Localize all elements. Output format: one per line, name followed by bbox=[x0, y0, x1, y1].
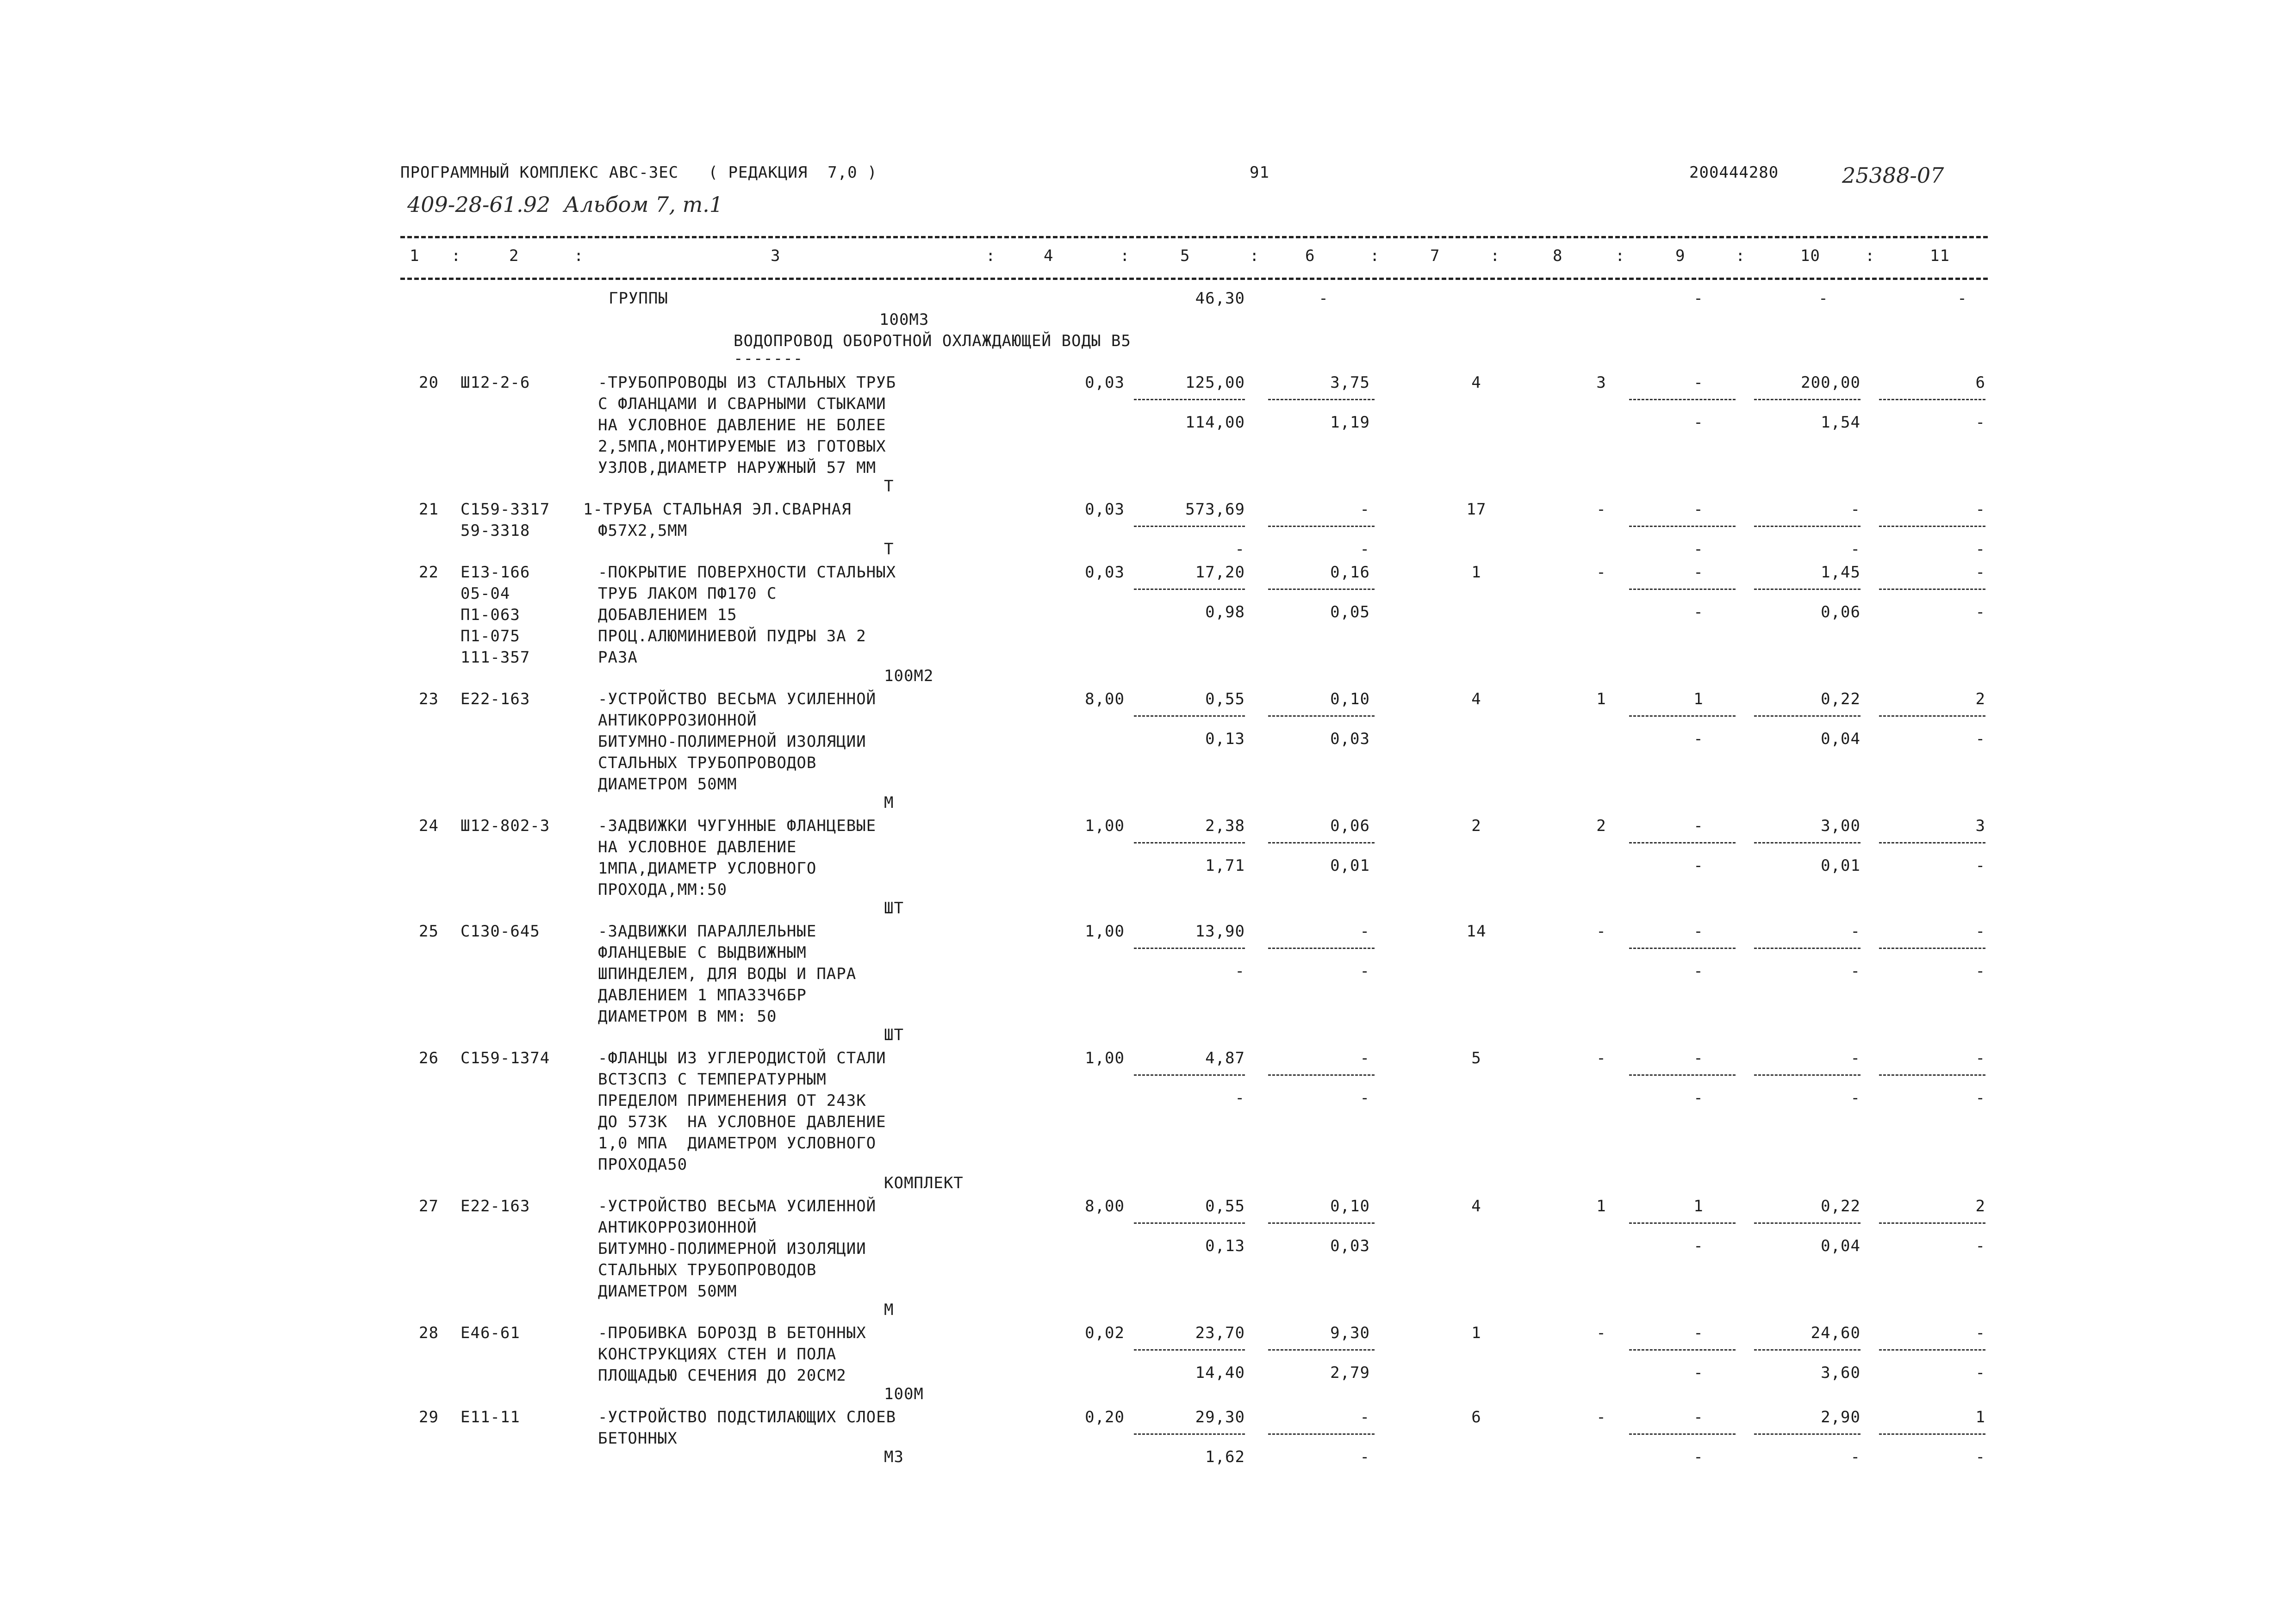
row-number: 29 bbox=[419, 1408, 439, 1426]
value-c10b: 0,04 bbox=[1821, 730, 1860, 748]
value-c6: - bbox=[1360, 1049, 1370, 1067]
work-description: ФЛАНЦЕВЫЕ С ВЫДВИЖНЫМ bbox=[598, 943, 807, 962]
value-c10b: 0,06 bbox=[1821, 603, 1860, 621]
value-c4: 1,00 bbox=[1085, 1049, 1125, 1067]
value-c10: 0,22 bbox=[1821, 690, 1860, 708]
work-description: БЕТОННЫХ bbox=[598, 1429, 678, 1448]
value-c11b: - bbox=[1975, 856, 1985, 875]
subtotal-rule bbox=[1754, 1074, 1860, 1076]
work-description: -УСТРОЙСТВО ПОДСТИЛАЮЩИХ СЛОЕВ bbox=[598, 1408, 896, 1426]
work-description: ПРОХОДА,ММ:50 bbox=[598, 880, 728, 899]
value-c7: 17 bbox=[1466, 500, 1487, 519]
unit-of-measure: М bbox=[884, 794, 894, 812]
page-number: 91 bbox=[1250, 163, 1269, 182]
unit-of-measure: М bbox=[884, 1301, 894, 1319]
resource-code: П1-075 bbox=[460, 627, 520, 645]
value-c9: - bbox=[1693, 1408, 1704, 1426]
value-c4: 0,03 bbox=[1085, 373, 1125, 392]
column-number-2: 2 bbox=[509, 247, 519, 265]
value-c5: 13,90 bbox=[1195, 922, 1245, 941]
subtotal-rule bbox=[1134, 1433, 1245, 1435]
row-number: 23 bbox=[419, 690, 439, 708]
value-c10: 1,45 bbox=[1821, 563, 1860, 582]
value-c11: - bbox=[1975, 922, 1985, 941]
work-description: ДАВЛЕНИЕМ 1 МПАЗЗЧ6БР bbox=[598, 986, 807, 1004]
work-description: -ЗАДВИЖКИ ЧУГУННЫЕ ФЛАНЦЕВЫЕ bbox=[598, 817, 877, 835]
value-c6b: - bbox=[1360, 540, 1370, 558]
value-c11: - bbox=[1975, 1324, 1985, 1342]
value-c7: 1 bbox=[1471, 563, 1481, 582]
value-c9b: - bbox=[1693, 603, 1704, 621]
subtotal-rule bbox=[1754, 526, 1860, 527]
unit-of-measure: 100М bbox=[884, 1385, 924, 1403]
value-c5: 23,70 bbox=[1195, 1324, 1245, 1342]
column-separator: : bbox=[1490, 247, 1500, 265]
value-c9: - bbox=[1693, 1049, 1704, 1067]
value-c5b: 0,98 bbox=[1205, 603, 1245, 621]
subtotal-rule bbox=[1134, 1222, 1245, 1224]
subtotal-rule bbox=[1134, 1074, 1245, 1076]
value-c9b: - bbox=[1693, 1237, 1704, 1255]
work-description: ДО 573К НА УСЛОВНОЕ ДАВЛЕНИЕ bbox=[598, 1113, 886, 1131]
value-c8: 2 bbox=[1596, 817, 1606, 835]
value-c9b: - bbox=[1693, 540, 1704, 558]
work-description: Ф57Х2,5ММ bbox=[598, 521, 688, 540]
resource-code: 111-357 bbox=[460, 648, 530, 667]
value-c5: 0,55 bbox=[1205, 690, 1245, 708]
subtotal-rule bbox=[1879, 1222, 1985, 1224]
subtotal-rule bbox=[1879, 1433, 1985, 1435]
work-description: ТРУБ ЛАКОМ ПФ170 С bbox=[598, 584, 777, 603]
work-description: -УСТРОЙСТВО ВЕСЬМА УСИЛЕННОЙ bbox=[598, 1197, 877, 1215]
value-c8: 1 bbox=[1596, 690, 1606, 708]
unit-of-measure: КОМПЛЕКТ bbox=[884, 1174, 964, 1192]
value-c6b: - bbox=[1360, 1448, 1370, 1466]
value-c5b: 14,40 bbox=[1195, 1364, 1245, 1382]
value-c9: - bbox=[1693, 500, 1704, 519]
resource-code: Е11-11 bbox=[460, 1408, 520, 1426]
unit-of-measure: М3 bbox=[884, 1448, 904, 1466]
value-c5: 573,69 bbox=[1185, 500, 1245, 519]
value-c5b: 1,71 bbox=[1205, 856, 1245, 875]
group-col6: - bbox=[1319, 289, 1329, 308]
value-c6b: 0,01 bbox=[1330, 856, 1370, 875]
value-c11: - bbox=[1975, 1049, 1985, 1067]
work-description: ДИАМЕТРОМ 50ММ bbox=[598, 1282, 737, 1301]
value-c6b: 2,79 bbox=[1330, 1364, 1370, 1382]
subtotal-rule bbox=[1134, 842, 1245, 843]
work-description: КОНСТРУКЦИЯХ СТЕН И ПОЛА bbox=[598, 1345, 837, 1364]
value-c5b: 0,13 bbox=[1205, 1237, 1245, 1255]
value-c10: 3,00 bbox=[1821, 817, 1860, 835]
subtotal-rule bbox=[1629, 1349, 1736, 1351]
row-number: 27 bbox=[419, 1197, 439, 1215]
column-separator: : bbox=[1370, 247, 1380, 265]
row-number: 26 bbox=[419, 1049, 439, 1067]
work-description: -УСТРОЙСТВО ВЕСЬМА УСИЛЕННОЙ bbox=[598, 690, 877, 708]
value-c6: - bbox=[1360, 922, 1370, 941]
value-c8: 1 bbox=[1596, 1197, 1606, 1215]
work-description: ПРЕДЕЛОМ ПРИМЕНЕНИЯ ОТ 243К bbox=[598, 1091, 866, 1110]
unit-of-measure: Т bbox=[884, 540, 894, 558]
value-c11b: - bbox=[1975, 413, 1985, 432]
subtotal-rule bbox=[1629, 1074, 1736, 1076]
subtotal-rule bbox=[1879, 715, 1985, 717]
subtotal-rule bbox=[1134, 589, 1245, 590]
value-c5b: 1,62 bbox=[1205, 1448, 1245, 1466]
value-c6b: 1,19 bbox=[1330, 413, 1370, 432]
column-number-9: 9 bbox=[1675, 247, 1686, 265]
value-c11: - bbox=[1975, 563, 1985, 582]
column-separator: : bbox=[986, 247, 996, 265]
value-c7: 4 bbox=[1471, 690, 1481, 708]
column-separator: : bbox=[1250, 247, 1260, 265]
column-number-10: 10 bbox=[1800, 247, 1820, 265]
value-c8: - bbox=[1596, 563, 1606, 582]
album-reference: 409-28-61.92 Альбом 7, т.1 bbox=[407, 192, 723, 217]
work-description: РАЗА bbox=[598, 648, 638, 667]
value-c5b: - bbox=[1235, 540, 1245, 558]
value-c4: 0,20 bbox=[1085, 1408, 1125, 1426]
value-c4: 0,03 bbox=[1085, 500, 1125, 519]
work-description: -ТРУБОПРОВОДЫ ИЗ СТАЛЬНЫХ ТРУБ bbox=[598, 373, 896, 392]
value-c11b: - bbox=[1975, 1448, 1985, 1466]
value-c11b: - bbox=[1975, 730, 1985, 748]
value-c5: 0,55 bbox=[1205, 1197, 1245, 1215]
group-unit: 100М3 bbox=[879, 310, 929, 329]
value-c5: 4,87 bbox=[1205, 1049, 1245, 1067]
value-c8: - bbox=[1596, 1049, 1606, 1067]
work-description: НА УСЛОВНОЕ ДАВЛЕНИЕ bbox=[598, 838, 797, 856]
subtotal-rule bbox=[1629, 589, 1736, 590]
value-c8: - bbox=[1596, 1408, 1606, 1426]
subtotal-rule bbox=[1629, 1222, 1736, 1224]
value-c10b: - bbox=[1850, 1448, 1860, 1466]
work-description: БИТУМНО-ПОЛИМЕРНОЙ ИЗОЛЯЦИИ bbox=[598, 732, 866, 751]
work-description: 1-ТРУБА СТАЛЬНАЯ ЭЛ.СВАРНАЯ bbox=[583, 500, 852, 519]
subtotal-rule bbox=[1268, 526, 1375, 527]
work-description: АНТИКОРРОЗИОННОЙ bbox=[598, 711, 757, 730]
work-description: ДИАМЕТРОМ В ММ: 50 bbox=[598, 1007, 777, 1026]
work-description: ДОБАВЛЕНИЕМ 15 bbox=[598, 606, 737, 624]
subtotal-rule bbox=[1754, 399, 1860, 400]
value-c11: 3 bbox=[1975, 817, 1985, 835]
value-c11: 6 bbox=[1975, 373, 1985, 392]
value-c11: 1 bbox=[1975, 1408, 1985, 1426]
work-description: 1,0 МПА ДИАМЕТРОМ УСЛОВНОГО bbox=[598, 1134, 877, 1153]
handwritten-code: 25388-07 bbox=[1842, 163, 1944, 188]
value-c11b: - bbox=[1975, 1237, 1985, 1255]
value-c11: 2 bbox=[1975, 1197, 1985, 1215]
value-c6: 0,06 bbox=[1330, 817, 1370, 835]
column-separator: : bbox=[1615, 247, 1625, 265]
work-description: АНТИКОРРОЗИОННОЙ bbox=[598, 1218, 757, 1237]
subtotal-rule bbox=[1134, 1349, 1245, 1351]
section-title: ВОДОПРОВОД ОБОРОТНОЙ ОХЛАЖДАЮЩЕЙ ВОДЫ В5 bbox=[734, 332, 1131, 350]
column-separator: : bbox=[1736, 247, 1746, 265]
value-c7: 14 bbox=[1466, 922, 1487, 941]
value-c4: 0,02 bbox=[1085, 1324, 1125, 1342]
value-c6: 3,75 bbox=[1330, 373, 1370, 392]
value-c6: 0,10 bbox=[1330, 1197, 1370, 1215]
row-number: 28 bbox=[419, 1324, 439, 1342]
subtotal-rule bbox=[1754, 948, 1860, 949]
subtotal-rule bbox=[1754, 1222, 1860, 1224]
column-number-3: 3 bbox=[771, 247, 781, 265]
value-c9: - bbox=[1693, 563, 1704, 582]
value-c8: 3 bbox=[1596, 373, 1606, 392]
column-separator: : bbox=[1120, 247, 1130, 265]
resource-code: С159-3317 bbox=[460, 500, 550, 519]
subtotal-rule bbox=[1134, 715, 1245, 717]
value-c6: 0,10 bbox=[1330, 690, 1370, 708]
group-col5: 46,30 bbox=[1195, 289, 1245, 308]
subtotal-rule bbox=[1268, 589, 1375, 590]
header-rule-top bbox=[400, 236, 1988, 238]
subtotal-rule bbox=[1629, 399, 1736, 400]
value-c6b: 0,03 bbox=[1330, 730, 1370, 748]
value-c4: 8,00 bbox=[1085, 690, 1125, 708]
column-separator: : bbox=[1865, 247, 1875, 265]
value-c4: 1,00 bbox=[1085, 817, 1125, 835]
value-c4: 1,00 bbox=[1085, 922, 1125, 941]
resource-code: Е46-61 bbox=[460, 1324, 520, 1342]
value-c10b: 0,04 bbox=[1821, 1237, 1860, 1255]
subtotal-rule bbox=[1629, 526, 1736, 527]
value-c9b: - bbox=[1693, 730, 1704, 748]
column-number-4: 4 bbox=[1044, 247, 1054, 265]
subtotal-rule bbox=[1268, 842, 1375, 843]
value-c10b: - bbox=[1850, 540, 1860, 558]
subtotal-rule bbox=[1268, 1433, 1375, 1435]
subtotal-rule bbox=[1754, 589, 1860, 590]
value-c5: 2,38 bbox=[1205, 817, 1245, 835]
work-description: НА УСЛОВНОЕ ДАВЛЕНИЕ НЕ БОЛЕЕ bbox=[598, 416, 886, 434]
document-code: 200444280 bbox=[1689, 163, 1779, 182]
value-c11b: - bbox=[1975, 603, 1985, 621]
resource-code: С130-645 bbox=[460, 922, 540, 941]
value-c11: 2 bbox=[1975, 690, 1985, 708]
subtotal-rule bbox=[1754, 715, 1860, 717]
subtotal-rule bbox=[1879, 399, 1985, 400]
row-number: 24 bbox=[419, 817, 439, 835]
value-c6b: - bbox=[1360, 1089, 1370, 1107]
work-description: -ФЛАНЦЫ ИЗ УГЛЕРОДИСТОЙ СТАЛИ bbox=[598, 1049, 886, 1067]
work-description: 2,5МПА,МОНТИРУЕМЫЕ ИЗ ГОТОВЫХ bbox=[598, 437, 886, 456]
column-separator: : bbox=[574, 247, 584, 265]
subtotal-rule bbox=[1754, 1349, 1860, 1351]
subtotal-rule bbox=[1268, 1074, 1375, 1076]
value-c9: - bbox=[1693, 373, 1704, 392]
value-c10b: 1,54 bbox=[1821, 413, 1860, 432]
resource-code: Ш12-802-3 bbox=[460, 817, 550, 835]
value-c9b: - bbox=[1693, 962, 1704, 980]
resource-code: Е13-166 bbox=[460, 563, 530, 582]
subtotal-rule bbox=[1879, 589, 1985, 590]
column-number-8: 8 bbox=[1553, 247, 1563, 265]
row-number: 20 bbox=[419, 373, 439, 392]
value-c7: 4 bbox=[1471, 1197, 1481, 1215]
resource-code: 59-3318 bbox=[460, 521, 530, 540]
subtotal-rule bbox=[1754, 1433, 1860, 1435]
value-c9: - bbox=[1693, 817, 1704, 835]
value-c5: 29,30 bbox=[1195, 1408, 1245, 1426]
value-c10: 24,60 bbox=[1811, 1324, 1860, 1342]
value-c7: 1 bbox=[1471, 1324, 1481, 1342]
work-description: УЗЛОВ,ДИАМЕТР НАРУЖНЫЙ 57 ММ bbox=[598, 459, 877, 477]
value-c9b: - bbox=[1693, 1089, 1704, 1107]
subtotal-rule bbox=[1629, 948, 1736, 949]
value-c9: 1 bbox=[1693, 1197, 1704, 1215]
value-c11: - bbox=[1975, 500, 1985, 519]
value-c9b: - bbox=[1693, 413, 1704, 432]
subtotal-rule bbox=[1134, 526, 1245, 527]
section-underline: ------- bbox=[734, 349, 803, 368]
group-col9: - bbox=[1693, 289, 1704, 308]
work-description: -ПРОБИВКА БОРОЗД В БЕТОННЫХ bbox=[598, 1324, 866, 1342]
value-c6b: 0,03 bbox=[1330, 1237, 1370, 1255]
value-c6: 0,16 bbox=[1330, 563, 1370, 582]
value-c6: 9,30 bbox=[1330, 1324, 1370, 1342]
resource-code: Е22-163 bbox=[460, 1197, 530, 1215]
program-header: ПРОГРАММНЫЙ КОМПЛЕКС АВС-ЗЕС ( РЕДАКЦИЯ 7,0 ) bbox=[400, 163, 877, 182]
subtotal-rule bbox=[1268, 715, 1375, 717]
unit-of-measure: 100М2 bbox=[884, 667, 934, 685]
column-number-1: 1 bbox=[410, 247, 420, 265]
work-description: ПРОХОДА50 bbox=[598, 1155, 688, 1174]
value-c11b: - bbox=[1975, 540, 1985, 558]
value-c10: 2,90 bbox=[1821, 1408, 1860, 1426]
subtotal-rule bbox=[1268, 1222, 1375, 1224]
column-number-5: 5 bbox=[1180, 247, 1190, 265]
value-c7: 4 bbox=[1471, 373, 1481, 392]
resource-code: Е22-163 bbox=[460, 690, 530, 708]
work-description: ПРОЦ.АЛЮМИНИЕВОЙ ПУДРЫ ЗА 2 bbox=[598, 627, 866, 645]
value-c8: - bbox=[1596, 1324, 1606, 1342]
value-c5b: - bbox=[1235, 1089, 1245, 1107]
subtotal-rule bbox=[1879, 948, 1985, 949]
resource-code: С159-1374 bbox=[460, 1049, 550, 1067]
work-description: ШПИНДЕЛЕМ, ДЛЯ ВОДЫ И ПАРА bbox=[598, 965, 857, 983]
row-number: 21 bbox=[419, 500, 439, 519]
subtotal-rule bbox=[1879, 842, 1985, 843]
value-c5: 17,20 bbox=[1195, 563, 1245, 582]
value-c9: - bbox=[1693, 1324, 1704, 1342]
value-c9: - bbox=[1693, 922, 1704, 941]
value-c10: - bbox=[1850, 1049, 1860, 1067]
value-c6: - bbox=[1360, 1408, 1370, 1426]
work-description: ДИАМЕТРОМ 50ММ bbox=[598, 775, 737, 794]
value-c6: - bbox=[1360, 500, 1370, 519]
value-c4: 0,03 bbox=[1085, 563, 1125, 582]
work-description: ПЛОЩАДЬЮ СЕЧЕНИЯ ДО 20СМ2 bbox=[598, 1366, 846, 1385]
value-c10: - bbox=[1850, 922, 1860, 941]
value-c10: - bbox=[1850, 500, 1860, 519]
resource-code: 05-04 bbox=[460, 584, 510, 603]
group-label: ГРУППЫ bbox=[609, 289, 668, 308]
column-number-7: 7 bbox=[1430, 247, 1440, 265]
subtotal-rule bbox=[1754, 842, 1860, 843]
subtotal-rule bbox=[1629, 842, 1736, 843]
subtotal-rule bbox=[1879, 1349, 1985, 1351]
subtotal-rule bbox=[1268, 399, 1375, 400]
value-c7: 5 bbox=[1471, 1049, 1481, 1067]
value-c11b: - bbox=[1975, 1364, 1985, 1382]
value-c5b: 114,00 bbox=[1185, 413, 1245, 432]
value-c8: - bbox=[1596, 922, 1606, 941]
subtotal-rule bbox=[1879, 1074, 1985, 1076]
value-c6b: - bbox=[1360, 962, 1370, 980]
group-col10: - bbox=[1818, 289, 1829, 308]
subtotal-rule bbox=[1629, 715, 1736, 717]
value-c10: 200,00 bbox=[1801, 373, 1860, 392]
work-description: 1МПА,ДИАМЕТР УСЛОВНОГО bbox=[598, 859, 817, 878]
subtotal-rule bbox=[1879, 526, 1985, 527]
resource-code: Ш12-2-6 bbox=[460, 373, 530, 392]
value-c5b: 0,13 bbox=[1205, 730, 1245, 748]
value-c7: 2 bbox=[1471, 817, 1481, 835]
subtotal-rule bbox=[1134, 948, 1245, 949]
header-rule-bottom bbox=[400, 278, 1988, 280]
value-c10b: 0,01 bbox=[1821, 856, 1860, 875]
subtotal-rule bbox=[1629, 1433, 1736, 1435]
value-c10b: - bbox=[1850, 1089, 1860, 1107]
value-c11b: - bbox=[1975, 962, 1985, 980]
work-description: БИТУМНО-ПОЛИМЕРНОЙ ИЗОЛЯЦИИ bbox=[598, 1240, 866, 1258]
value-c10b: - bbox=[1850, 962, 1860, 980]
subtotal-rule bbox=[1268, 1349, 1375, 1351]
subtotal-rule bbox=[1268, 948, 1375, 949]
resource-code: П1-063 bbox=[460, 606, 520, 624]
work-description: -ЗАДВИЖКИ ПАРАЛЛЕЛЬНЫЕ bbox=[598, 922, 817, 941]
unit-of-measure: ШТ bbox=[884, 1026, 904, 1044]
column-separator: : bbox=[451, 247, 461, 265]
value-c11b: - bbox=[1975, 1089, 1985, 1107]
value-c7: 6 bbox=[1471, 1408, 1481, 1426]
value-c6b: 0,05 bbox=[1330, 603, 1370, 621]
work-description: С ФЛАНЦАМИ И СВАРНЫМИ СТЫКАМИ bbox=[598, 395, 886, 413]
value-c9b: - bbox=[1693, 856, 1704, 875]
row-number: 25 bbox=[419, 922, 439, 941]
work-description: СТАЛЬНЫХ ТРУБОПРОВОДОВ bbox=[598, 754, 817, 772]
row-number: 22 bbox=[419, 563, 439, 582]
value-c5b: - bbox=[1235, 962, 1245, 980]
subtotal-rule bbox=[1134, 399, 1245, 400]
column-number-11: 11 bbox=[1930, 247, 1950, 265]
work-description: -ПОКРЫТИЕ ПОВЕРХНОСТИ СТАЛЬНЫХ bbox=[598, 563, 896, 582]
value-c5: 125,00 bbox=[1185, 373, 1245, 392]
group-col11: - bbox=[1957, 289, 1967, 308]
value-c9: 1 bbox=[1693, 690, 1704, 708]
work-description: СТАЛЬНЫХ ТРУБОПРОВОДОВ bbox=[598, 1261, 817, 1279]
value-c4: 8,00 bbox=[1085, 1197, 1125, 1215]
work-description: ВСТЗСПЗ С ТЕМПЕРАТУРНЫМ bbox=[598, 1070, 827, 1089]
column-number-6: 6 bbox=[1305, 247, 1315, 265]
unit-of-measure: Т bbox=[884, 477, 894, 496]
value-c9b: - bbox=[1693, 1448, 1704, 1466]
value-c10: 0,22 bbox=[1821, 1197, 1860, 1215]
value-c10b: 3,60 bbox=[1821, 1364, 1860, 1382]
value-c8: - bbox=[1596, 500, 1606, 519]
value-c9b: - bbox=[1693, 1364, 1704, 1382]
unit-of-measure: ШТ bbox=[884, 899, 904, 918]
